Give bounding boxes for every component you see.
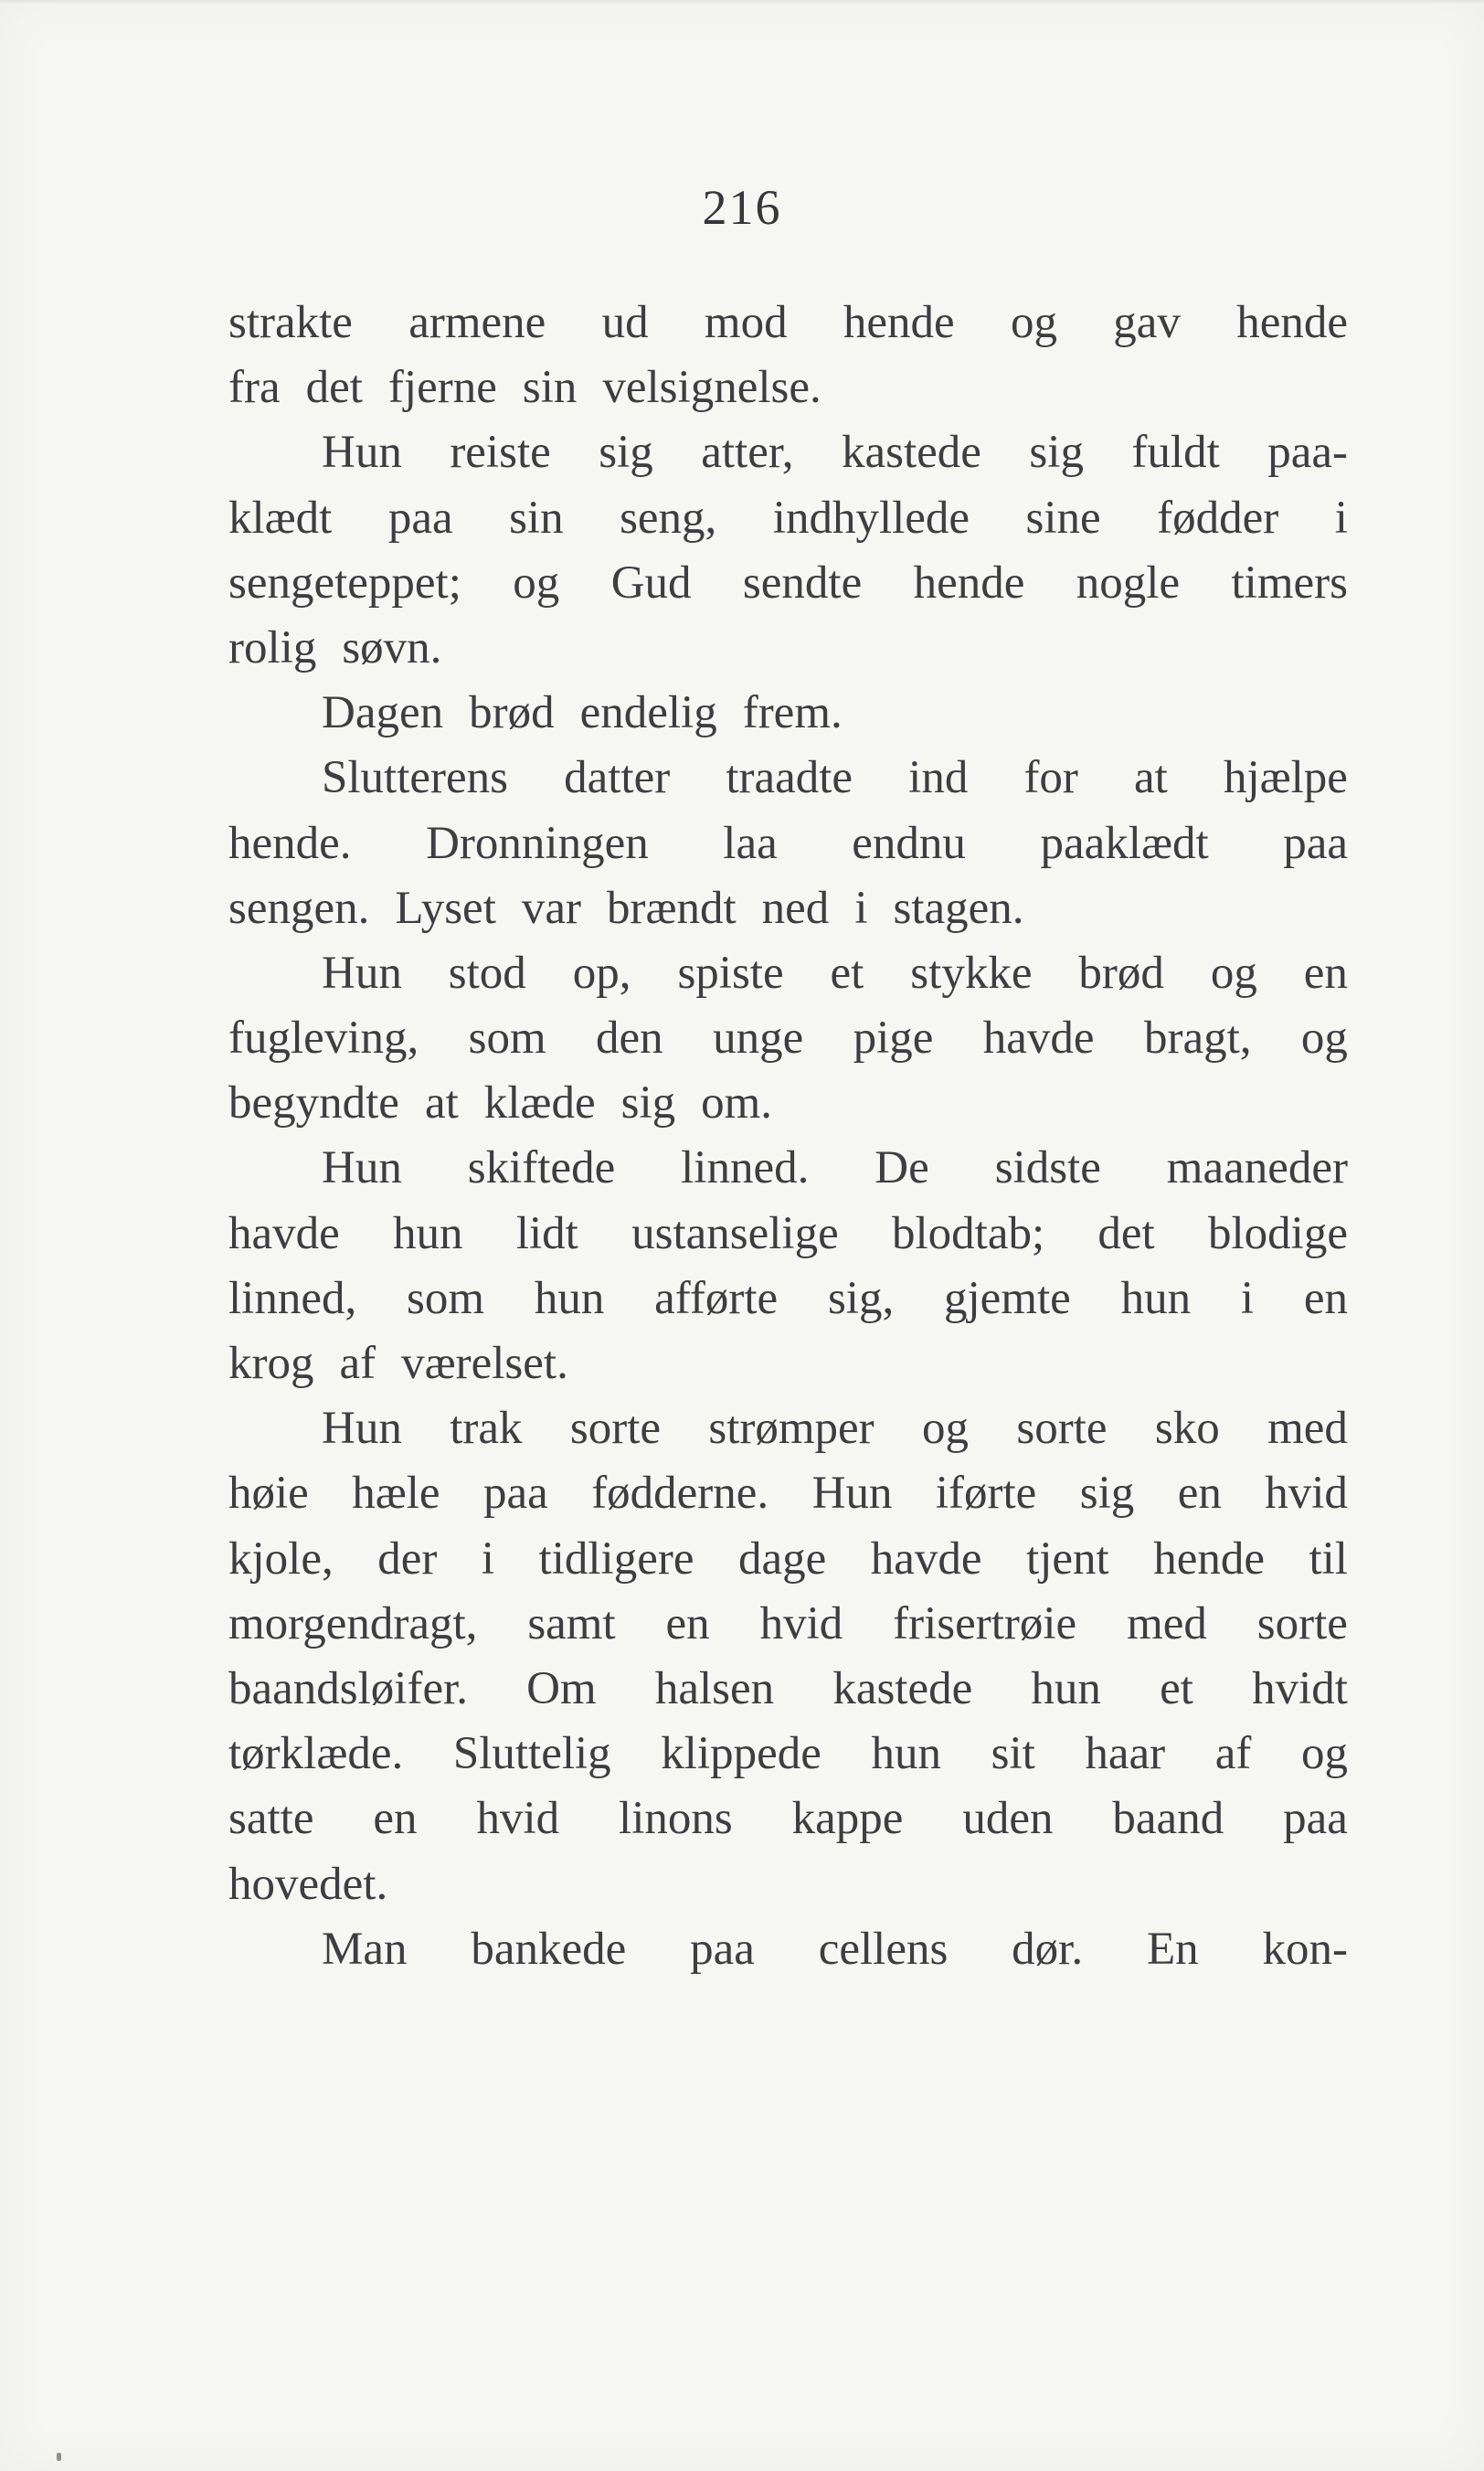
- text-line: Hun stod op, spiste et stykke brød og en: [322, 947, 1348, 999]
- text-line: Man bankede paa cellens dør. En kon-: [322, 1923, 1348, 1975]
- text-line: begyndte at klæde sig om.: [228, 1077, 773, 1129]
- text-line: Dagen brød endelig frem.: [322, 687, 843, 739]
- body-text: [228, 291, 1348, 1982]
- text-line: linned, som hun afførte sig, gjemte hun i en: [228, 1272, 1348, 1324]
- text-line: Hun skiftede linned. De sidste maaneder: [322, 1142, 1348, 1194]
- text-line: satte en hvid linons kappe uden baand paa: [228, 1793, 1348, 1845]
- text-line: Hun reiste sig atter, kastede sig fuldt paa-: [322, 427, 1348, 479]
- text-line: morgendragt, samt en hvid frisertrøie med sorte: [228, 1597, 1348, 1649]
- text-line: hende. Dronningen laa endnu paaklædt paa: [228, 817, 1348, 869]
- text-line: høie hæle paa fødderne. Hun iførte sig en hvid: [228, 1468, 1348, 1520]
- text-line: rolig søvn.: [228, 621, 442, 673]
- page-edge: [0, 0, 1484, 5]
- text-line: sengeteppet; og Gud sendte hende nogle timers: [228, 557, 1348, 609]
- text-line: havde hun lidt ustanselige blodtab; det blodige: [228, 1207, 1348, 1259]
- text-line: baandsløifer. Om halsen kastede hun et hvidt: [228, 1662, 1348, 1714]
- text-line: hovedet.: [228, 1858, 388, 1910]
- page-number: 216: [702, 180, 782, 235]
- text-line: sengen. Lyset var brændt ned i stagen.: [228, 882, 1024, 934]
- text-line: strakte armene ud mod hende og gav hende: [228, 297, 1348, 348]
- text-line: Hun trak sorte strømper og sorte sko med: [322, 1403, 1348, 1455]
- text-line: krog af værelset.: [228, 1338, 568, 1389]
- text-line: kjole, der i tidligere dage havde tjent hende til: [228, 1532, 1348, 1585]
- text-line: Slutterens datter traadte ind for at hjælpe: [322, 752, 1348, 804]
- text-line: tørklæde. Sluttelig klippede hun sit haar af og: [228, 1728, 1348, 1780]
- text-line: fugleving, som den unge pige havde bragt, og: [228, 1013, 1348, 1065]
- text-line: klædt paa sin seng, indhyllede sine fødder i: [228, 492, 1348, 544]
- text-line: fra det fjerne sin velsignelse.: [228, 362, 822, 414]
- paper-speck: [57, 2453, 61, 2461]
